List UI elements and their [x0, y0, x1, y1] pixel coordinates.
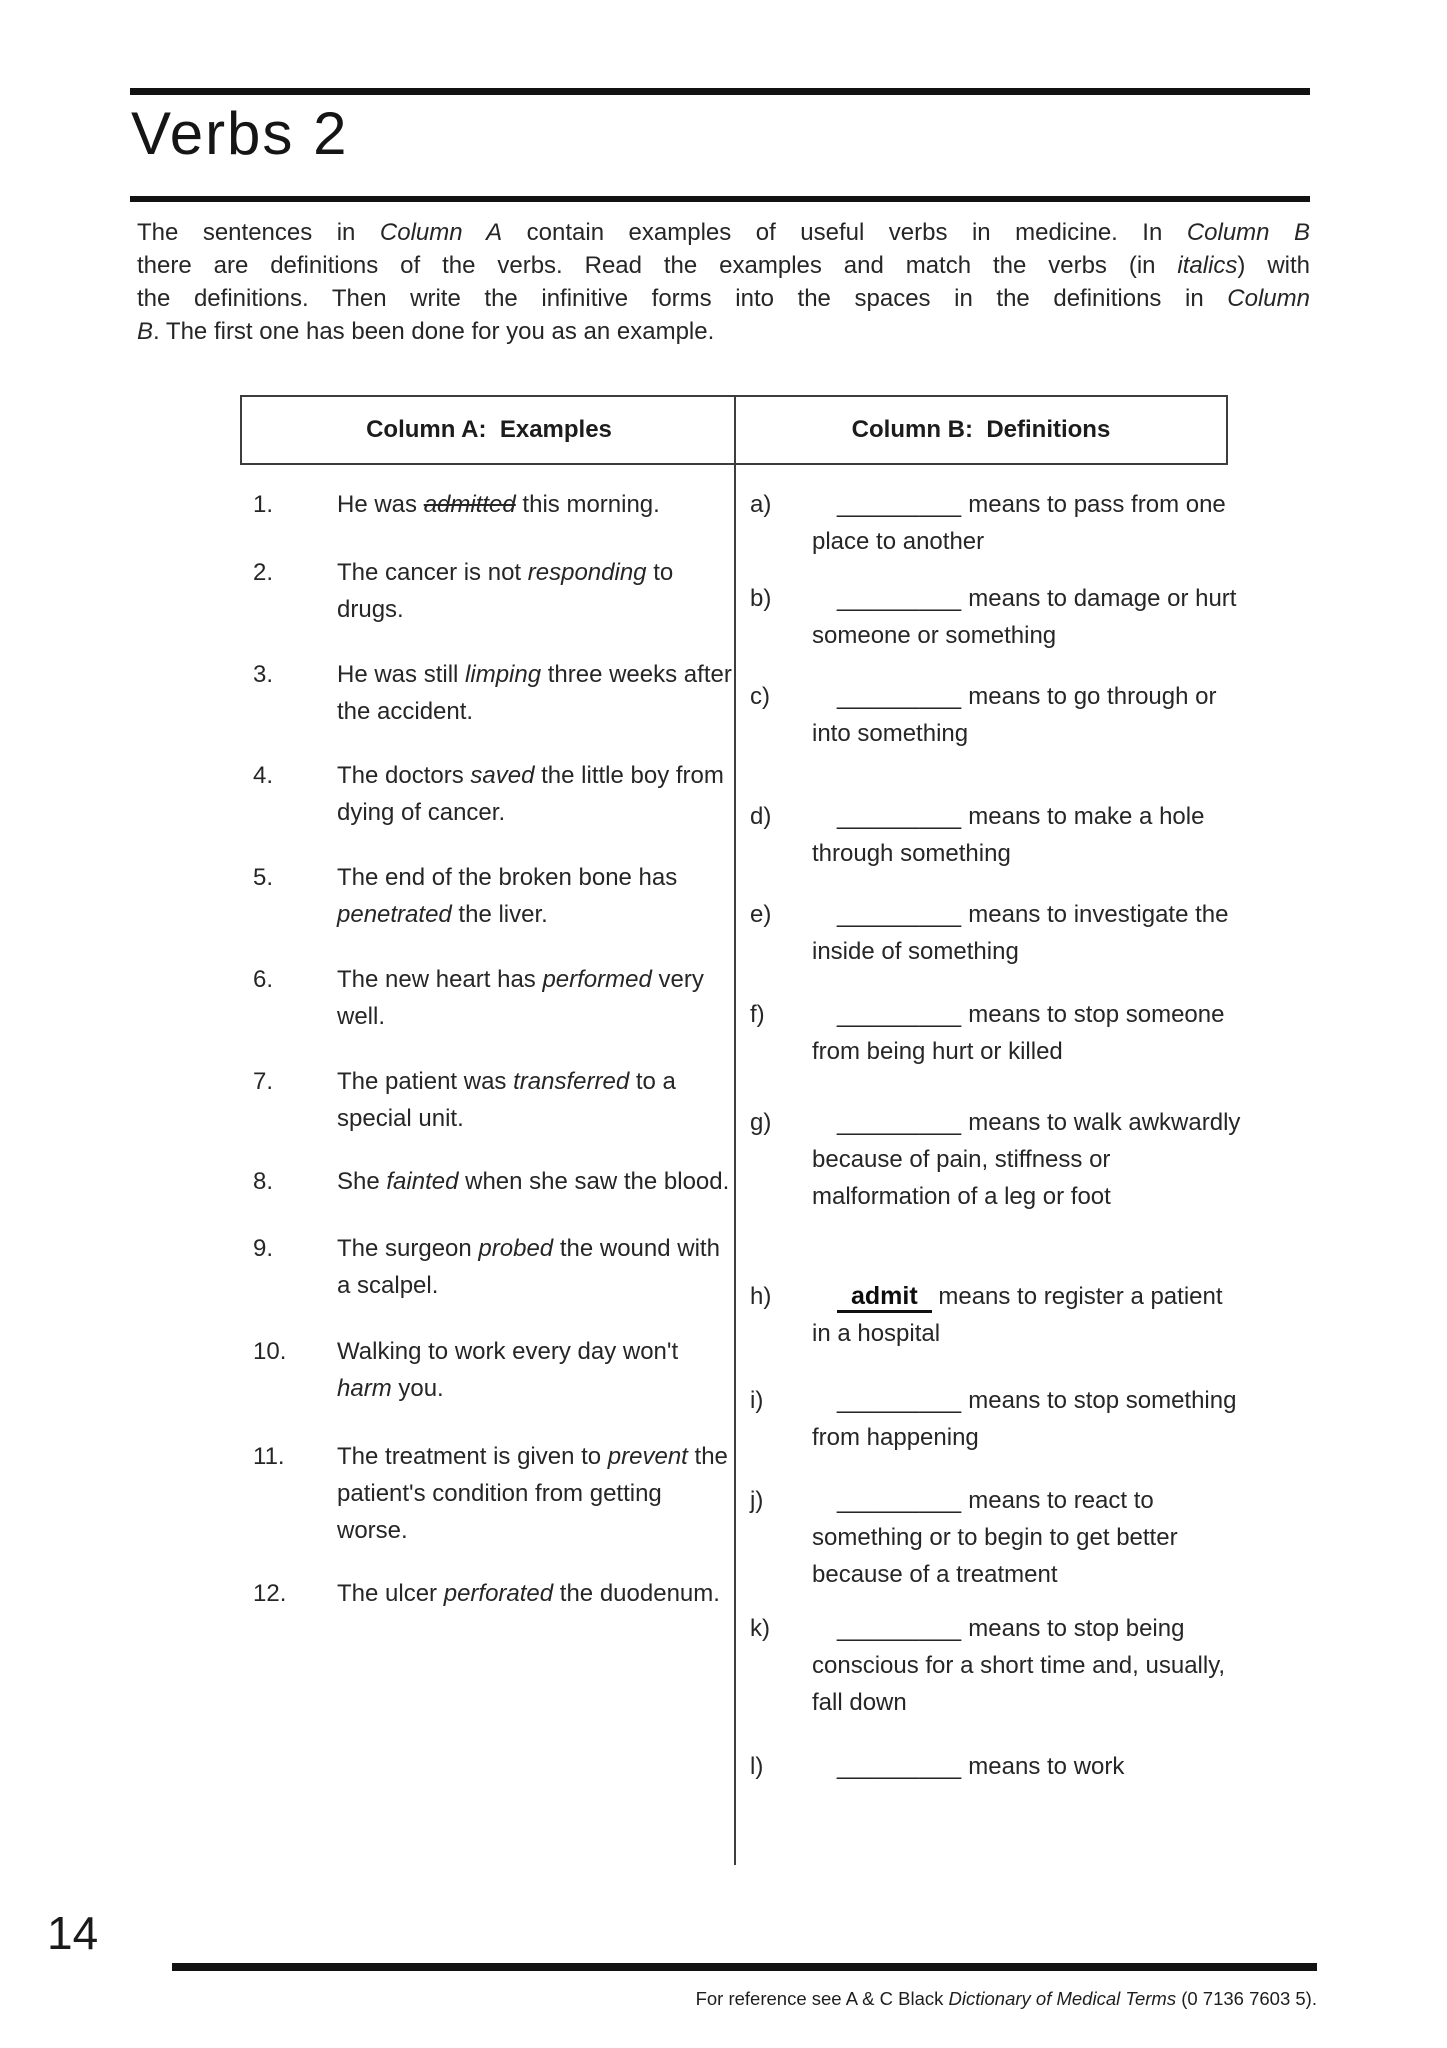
- definition-letter: b): [750, 585, 772, 612]
- text-segment: the little boy from dying of cancer.: [337, 762, 724, 826]
- page-number: 14: [47, 1907, 99, 1959]
- verb-word: admitted: [423, 491, 516, 518]
- definition-letter: l): [750, 1753, 764, 1780]
- text-segment: means to work: [961, 1753, 1125, 1780]
- example-sentence: [337, 656, 737, 730]
- text-segment: (0 7136 7603 5).: [1176, 1988, 1317, 2009]
- definition-text: [812, 1104, 1242, 1215]
- text-segment: Column: [1227, 285, 1310, 312]
- definition-text: [812, 580, 1242, 654]
- definition-item-a: [750, 486, 1310, 560]
- text-segment: Column B: [1186, 219, 1311, 246]
- example-item-8: [253, 1163, 733, 1200]
- text-segment: to drugs.: [337, 559, 674, 623]
- example-sentence: [337, 554, 737, 628]
- title-rule-bottom: [130, 196, 1310, 202]
- instructions-line: [137, 282, 1310, 315]
- text-segment: The ulcer: [337, 1580, 444, 1607]
- text-segment: means to stop someone from being hurt or killed: [812, 1001, 1225, 1065]
- text-segment: this morning.: [515, 491, 660, 518]
- example-sentence: [337, 1230, 737, 1304]
- example-sentence: [337, 1438, 737, 1549]
- answer-blank: _________: [837, 585, 962, 612]
- text-segment: means to walk awkwardly because of pain, stiffness or malformation of a leg or foot: [812, 1109, 1241, 1210]
- page-title: Verbs 2: [131, 100, 349, 167]
- instructions-paragraph: [137, 216, 1310, 348]
- example-sentence: [337, 1063, 737, 1137]
- instructions-line: [137, 216, 1310, 249]
- answer-blank: _________: [837, 1387, 962, 1414]
- example-number: 3.: [253, 661, 274, 688]
- text-segment: She: [337, 1168, 387, 1195]
- column-a-header: Column A: Examples: [366, 416, 612, 443]
- text-segment: He was still: [337, 661, 466, 688]
- verb-word: harm: [337, 1375, 392, 1402]
- verb-word: saved: [470, 762, 535, 789]
- example-sentence: [337, 961, 737, 1035]
- definition-item-c: [750, 678, 1310, 752]
- text-segment: ) with: [1237, 252, 1310, 279]
- text-segment: The doctors: [337, 762, 471, 789]
- example-sentence: [337, 1163, 737, 1200]
- definition-item-b: [750, 580, 1310, 654]
- text-segment: means to damage or hurt someone or something: [812, 585, 1237, 649]
- text-segment: The cancer is not: [337, 559, 528, 586]
- definition-item-g: [750, 1104, 1310, 1215]
- text-segment: Column A: [379, 219, 503, 246]
- verb-word: perforated: [443, 1580, 554, 1607]
- definition-letter: i): [750, 1387, 764, 1414]
- answer-blank: _________: [837, 1001, 962, 1028]
- verb-word: transferred: [513, 1068, 630, 1095]
- definition-letter: c): [750, 683, 770, 710]
- example-number: 8.: [253, 1168, 274, 1195]
- definition-text: [812, 996, 1242, 1070]
- example-number: 11.: [253, 1443, 285, 1470]
- text-segment: The sentences in: [137, 219, 380, 246]
- verb-word: fainted: [386, 1168, 459, 1195]
- definition-item-d: [750, 798, 1310, 872]
- text-segment: the definitions. Then write the infinitive forms into the spaces in the definitions in: [137, 285, 1228, 312]
- example-sentence: [337, 1333, 737, 1407]
- definition-letter: f): [750, 1001, 765, 1028]
- definition-text: [812, 798, 1242, 872]
- example-number: 2.: [253, 559, 274, 586]
- definition-text: [812, 896, 1242, 970]
- text-segment: means to pass from one place to another: [812, 491, 1226, 555]
- definition-item-j: [750, 1482, 1310, 1593]
- column-b-header: Column B: Definitions: [851, 416, 1111, 443]
- definition-letter: g): [750, 1109, 772, 1136]
- text-segment: the liver.: [451, 901, 548, 928]
- text-segment: means to make a hole through something: [812, 803, 1205, 867]
- answer-blank: _________: [837, 901, 962, 928]
- example-number: 10.: [253, 1338, 287, 1365]
- definition-item-i: [750, 1382, 1310, 1456]
- example-number: 7.: [253, 1068, 274, 1095]
- verb-word: limping: [465, 661, 542, 688]
- verb-word: responding: [527, 559, 647, 586]
- definition-letter: a): [750, 491, 772, 518]
- text-segment: For reference see A & C Black: [695, 1988, 949, 2009]
- example-number: 9.: [253, 1235, 274, 1262]
- text-segment: means to react to something or to begin to get better because of a treatment: [812, 1487, 1178, 1588]
- footer-rule: [172, 1963, 1317, 1971]
- instructions-line: [137, 249, 1310, 282]
- definition-text: [812, 1382, 1242, 1456]
- answer-blank: _________: [837, 683, 962, 710]
- text-segment: means to register a patient in a hospital: [812, 1283, 1223, 1347]
- example-item-11: [253, 1438, 733, 1549]
- answer-blank: _________: [837, 803, 962, 830]
- text-segment: very well.: [337, 966, 704, 1030]
- example-item-6: [253, 961, 733, 1035]
- text-segment: italics: [1177, 252, 1238, 279]
- text-segment: there are definitions of the verbs. Read the examples and match the verbs (in: [137, 252, 1178, 279]
- title-rule-top: [130, 88, 1310, 95]
- answer-blank: _________: [837, 1753, 962, 1780]
- example-item-9: [253, 1230, 733, 1304]
- text-segment: The treatment is given to: [337, 1443, 608, 1470]
- verb-word: penetrated: [337, 901, 452, 928]
- text-segment: three weeks after the accident.: [337, 661, 732, 725]
- example-item-7: [253, 1063, 733, 1137]
- example-sentence: [337, 1575, 737, 1612]
- example-item-1: [253, 486, 733, 523]
- example-item-12: [253, 1575, 733, 1612]
- text-segment: contain examples of useful verbs in medicine. In: [502, 219, 1187, 246]
- text-segment: The end of the broken bone has: [337, 864, 678, 891]
- answer-filled-admit: admit: [837, 1282, 932, 1313]
- instructions-line: [137, 315, 1310, 348]
- example-number: 4.: [253, 762, 274, 789]
- verb-word: prevent: [607, 1443, 688, 1470]
- text-segment: the wound with a scalpel.: [337, 1235, 720, 1299]
- text-segment: when she saw the blood.: [458, 1168, 730, 1195]
- definition-item-e: [750, 896, 1310, 970]
- verb-word: performed: [542, 966, 652, 993]
- reference-footer: [600, 1988, 1317, 2010]
- answer-blank: _________: [837, 1109, 962, 1136]
- definition-text: [812, 1482, 1242, 1593]
- definition-letter: e): [750, 901, 772, 928]
- text-segment: B: [137, 318, 154, 345]
- text-segment: Walking to work every day won't: [337, 1338, 679, 1365]
- example-item-3: [253, 656, 733, 730]
- text-segment: Dictionary of Medical Terms: [948, 1988, 1177, 2009]
- text-segment: the patient's condition from getting worse.: [337, 1443, 728, 1544]
- example-item-4: [253, 757, 733, 831]
- definition-item-h: [750, 1278, 1310, 1352]
- example-sentence: [337, 486, 737, 523]
- example-item-2: [253, 554, 733, 628]
- answer-blank: _________: [837, 1487, 962, 1514]
- definition-letter: j): [750, 1487, 764, 1514]
- answer-blank: _________: [837, 1615, 962, 1642]
- text-segment: The surgeon: [337, 1235, 479, 1262]
- definition-item-l: [750, 1748, 1310, 1785]
- example-item-5: [253, 859, 733, 933]
- text-segment: means to investigate the inside of something: [812, 901, 1229, 965]
- text-segment: The new heart has: [337, 966, 543, 993]
- text-segment: to a special unit.: [337, 1068, 676, 1132]
- example-number: 1.: [253, 491, 274, 518]
- text-segment: means to go through or into something: [812, 683, 1217, 747]
- definition-letter: h): [750, 1283, 772, 1310]
- text-segment: means to stop something from happening: [812, 1387, 1237, 1451]
- example-sentence: [337, 757, 737, 831]
- example-number: 12.: [253, 1580, 287, 1607]
- definition-letter: k): [750, 1615, 770, 1642]
- text-segment: means to stop being conscious for a short time and, usually, fall down: [812, 1615, 1226, 1716]
- definition-text: [812, 486, 1242, 560]
- definition-item-k: [750, 1610, 1310, 1721]
- text-segment: . The first one has been done for you as an example.: [153, 318, 715, 345]
- definition-item-f: [750, 996, 1310, 1070]
- text-segment: the duodenum.: [553, 1580, 720, 1607]
- definition-text: [812, 1610, 1242, 1721]
- example-sentence: [337, 859, 737, 933]
- example-number: 6.: [253, 966, 274, 993]
- text-segment: The patient was: [337, 1068, 514, 1095]
- text-segment: He was: [337, 491, 424, 518]
- definition-letter: d): [750, 803, 772, 830]
- answer-blank: _________: [837, 491, 962, 518]
- definition-text: [812, 678, 1242, 752]
- definition-text: [812, 1278, 1242, 1352]
- example-number: 5.: [253, 864, 274, 891]
- definition-text: [812, 1748, 1242, 1785]
- example-item-10: [253, 1333, 733, 1407]
- text-segment: you.: [391, 1375, 444, 1402]
- verb-word: probed: [478, 1235, 554, 1262]
